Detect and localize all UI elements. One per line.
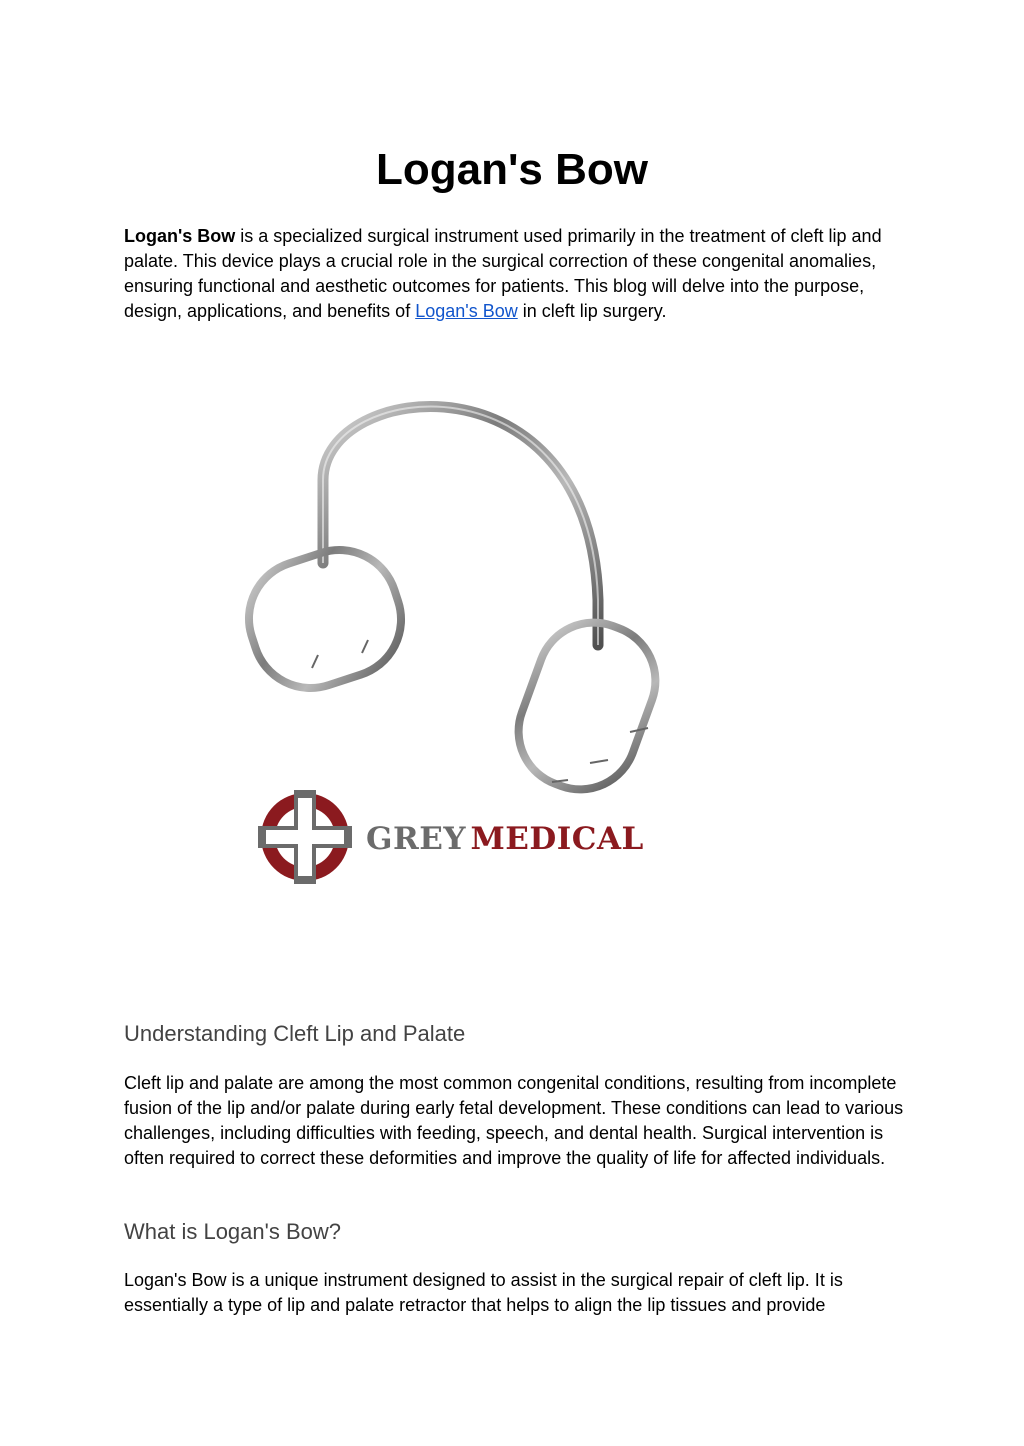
intro-paragraph — [124, 224, 904, 324]
intro-text-2: in cleft lip surgery. — [517, 301, 667, 321]
intro-text-1: is a specialized surgical instrument used primarily in the treatment of cleft lip and palate. This device plays a crucial role in the surgical correction of these congenital anomalies, ensuring functional and aesthetic outcomes for patients. This blog will delve into the purpose, design, applications, and benefits of — [124, 226, 882, 321]
section-body-cleft: Cleft lip and palate are among the most common congenital conditions, resulting from incomplete fusion of the lip and/or palate during early fetal development. These conditions can lead to various challenges, including difficulties with feeding, speech, and dental health. Surgical intervention is often required to correct these deformities and improve the quality of life for affected individuals. — [124, 1073, 904, 1168]
intro-lead: Logan's Bow — [124, 226, 236, 246]
page-title: Logan's Bow — [375, 145, 648, 194]
logo-wordmark — [366, 818, 644, 860]
logo-word-grey: GREY — [366, 821, 466, 857]
grey-medical-cross-logo — [258, 790, 352, 884]
logo-word-medical: MEDICAL — [470, 821, 644, 857]
section-body-what-is: Logan's Bow is a unique instrument designed to assist in the surgical repair of cleft lip. It is essentially a type of lip and palate retractor that helps to align the lip tissues and provide — [124, 1270, 843, 1315]
logans-bow-link[interactable]: Logan's Bow — [415, 301, 518, 321]
section-heading-what-is: What is Logan's Bow? — [124, 1219, 341, 1244]
section-heading-cleft: Understanding Cleft Lip and Palate — [124, 1021, 466, 1046]
